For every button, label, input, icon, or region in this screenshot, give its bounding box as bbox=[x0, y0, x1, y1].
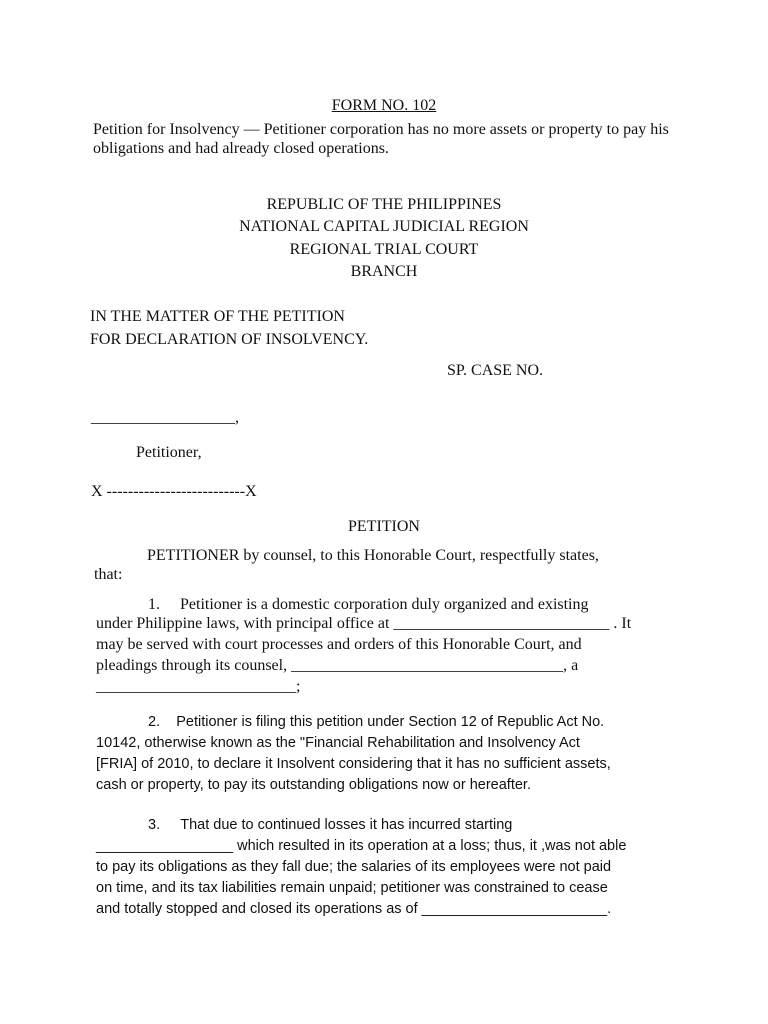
court-header-republic: REPUBLIC OF THE PHILIPPINES bbox=[266, 196, 502, 213]
court-header-branch: BRANCH bbox=[350, 263, 418, 280]
petitioner-label: Petitioner, bbox=[136, 444, 202, 461]
intro-line1: PETITIONER by counsel, to this Honorable Court, respectfully states, bbox=[147, 547, 599, 564]
court-header-region: NATIONAL CAPITAL JUDICIAL REGION bbox=[239, 218, 529, 235]
paragraph-number: 1. bbox=[148, 596, 160, 613]
paragraph-3: 3. That due to continued losses it has incurred starting _________________ which resulted in its operation at a loss; thus, it ,was not able to pay its obligations as they fall due; the salaries of its employees were not paid on time, and its tax liabilities remain unpaid; petitioner was constrained to cease and totally stopped and closed its operations as of _______________________. bbox=[96, 817, 627, 917]
caption-separator: X --------------------------X bbox=[91, 483, 257, 500]
form-description: Petition for Insolvency — Petitioner corporation has no more assets or property to pay his obligations and had already closed operations. bbox=[93, 121, 669, 157]
form-number: FORM NO. 102 bbox=[331, 97, 437, 114]
paragraph-1: 1. Petitioner is a domestic corporation duly organized and existing under Philippine laws, with principal office at ___________________________ . It may be served with court processes and orders of this Honorable Court, and pleadings through its counsel, __________________________________, a _________________________; bbox=[96, 596, 632, 695]
paragraph-number: 2. bbox=[148, 714, 161, 730]
paragraph-number: 3. bbox=[148, 817, 161, 833]
court-header-rtc: REGIONAL TRIAL COURT bbox=[289, 241, 479, 258]
case-number-label: SP. CASE NO. bbox=[447, 362, 544, 379]
case-title-line1: IN THE MATTER OF THE PETITION bbox=[90, 308, 345, 325]
paragraph-2: 2. Petitioner is filing this petition under Section 12 of Republic Act No. 10142, otherwise known as the "Financial Rehabilitation and Insolvency Act [FRIA] of 2010, to declare it Insolvent considering that it has no sufficient assets, cash or property, to pay its outstanding obligations now or hereafter. bbox=[96, 714, 611, 793]
intro-line2: that: bbox=[94, 566, 123, 583]
petitioner-name-blank: __________________, bbox=[91, 409, 239, 426]
petition-heading: PETITION bbox=[348, 518, 420, 535]
case-title-line2: FOR DECLARATION OF INSOLVENCY. bbox=[90, 331, 369, 348]
